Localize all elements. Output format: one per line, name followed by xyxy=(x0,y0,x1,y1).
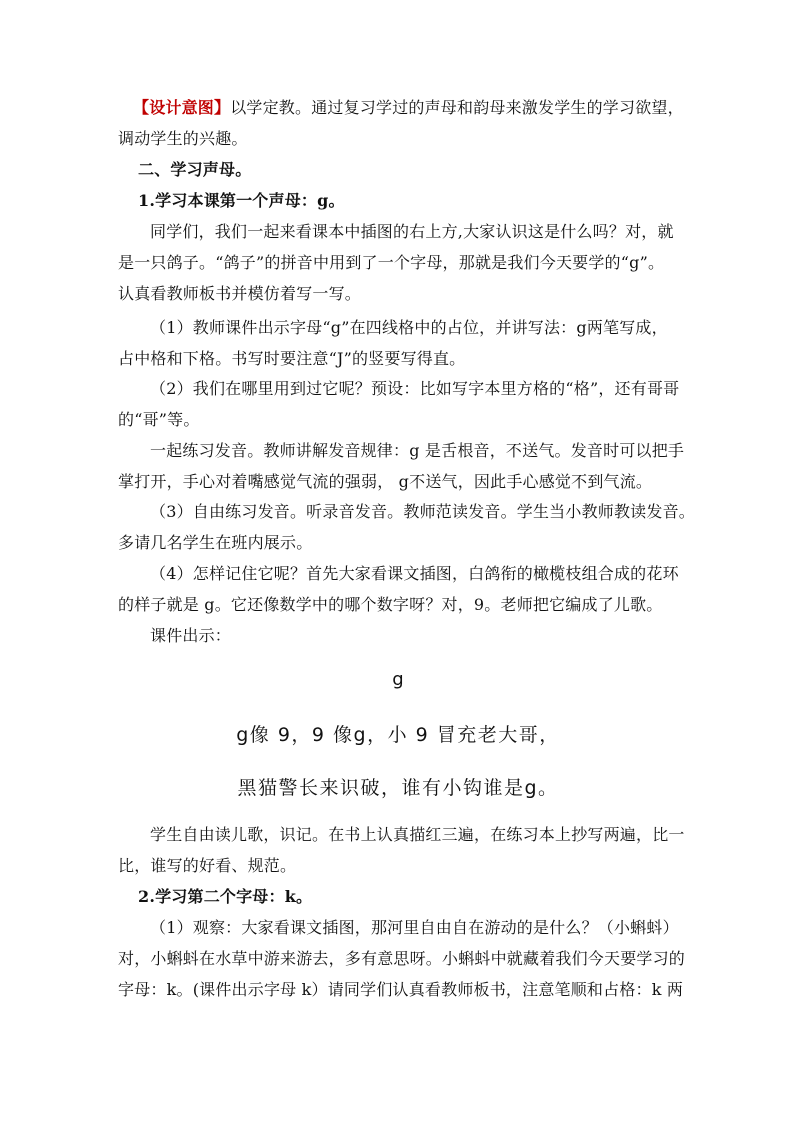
intro-line-3: 认真看教师板书并模仿着写一写。 xyxy=(118,284,362,303)
item-3-paragraph xyxy=(118,496,698,558)
practice-line-2: 比，谁写的好看、规范。 xyxy=(118,856,297,875)
intro-line-2: 是一只鸽子。“鸽子”的拼音中用到了一个字母，那就是我们今天要学的“g”。 xyxy=(118,253,665,272)
item-5-line-3: 字母：k。(课件出示字母 k）请同学们认真看教师板书，注意笔顺和占格：k 两 xyxy=(118,980,684,999)
item-1-line-1: （1）教师课件出示字母“g”在四线格中的占位，并讲写法：g两笔写成， xyxy=(150,318,668,337)
item-1-line-2: 占中格和下格。书写时要注意“J”的竖要写得直。 xyxy=(118,349,466,368)
item-5-paragraph xyxy=(118,912,698,1005)
pronunciation-paragraph xyxy=(118,435,698,497)
item-4-line-2: 的样子就是 g。它还像数学中的哪个数字呀？对，9。老师把它编成了儿歌。 xyxy=(118,595,663,614)
rhyme-line-1: g像 9，9 像g，小 9 冒充老大哥， xyxy=(236,724,560,746)
design-intent-paragraph xyxy=(118,92,698,154)
design-intent-line-1: 以学定教。通过复习学过的声母和韵母来激发学生的学习欲望， xyxy=(230,98,684,117)
item-2-line-1: （2）我们在哪里用到过它呢？预设：比如写字本里方格的“格”，还有哥哥 xyxy=(150,379,680,398)
practice-line-1: 学生自由读儿歌，识记。在书上认真描红三遍，在练习本上抄写两遍，比一 xyxy=(150,825,685,844)
item-3-line-2: 多请几名学生在班内展示。 xyxy=(118,533,313,552)
item-3-line-1: （3）自由练习发音。听录音发音。教师范读发音。学生当小教师教读发音。 xyxy=(150,502,695,521)
rhyme-letter: g xyxy=(392,669,404,690)
intro-line-1: 同学们，我们一起来看课本中插图的右上方,大家认识这是什么吗？对，就 xyxy=(150,222,674,241)
item-4-line-1: （4）怎样记住它呢？首先大家看课文插图，白鸽衔的橄榄枝组合成的花环 xyxy=(150,564,679,583)
item-5-line-2: 对，小蝌蚪在水草中游来游去，多有意思呀。小蝌蚪中就藏着我们今天要学习的 xyxy=(118,949,686,968)
item-5-line-1: （1）观察：大家看课文插图，那河里自由自在游动的是什么？（小蝌蚪） xyxy=(150,918,679,937)
design-intent-label: 【设计意图】 xyxy=(133,98,231,117)
intro-paragraph xyxy=(118,216,698,309)
subsection-heading-g: 1.学习本课第一个声母：g。 xyxy=(138,191,345,210)
item-4-paragraph xyxy=(118,558,698,620)
design-intent-line-2: 调动学生的兴趣。 xyxy=(118,129,248,148)
section-heading: 二、学习声母。 xyxy=(138,160,252,179)
item-1-paragraph xyxy=(118,312,698,374)
item-2-line-2: 的“哥”等。 xyxy=(118,410,200,429)
rhyme-line-2: 黑猫警长来识破，谁有小钩谁是g。 xyxy=(237,777,559,799)
practice-paragraph xyxy=(118,819,698,881)
pronunciation-line-1: 一起练习发音。教师讲解发音规律：g 是舌根音，不送气。发音时可以把手 xyxy=(150,441,685,460)
courseware-label: 课件出示： xyxy=(150,626,232,645)
subsection-heading-k: 2.学习第二个字母：k。 xyxy=(138,887,313,906)
pronunciation-line-2: 掌打开，手心对着嘴感觉气流的强弱， g不送气，因此手心感觉不到气流。 xyxy=(118,472,653,491)
item-2-paragraph xyxy=(118,373,698,435)
